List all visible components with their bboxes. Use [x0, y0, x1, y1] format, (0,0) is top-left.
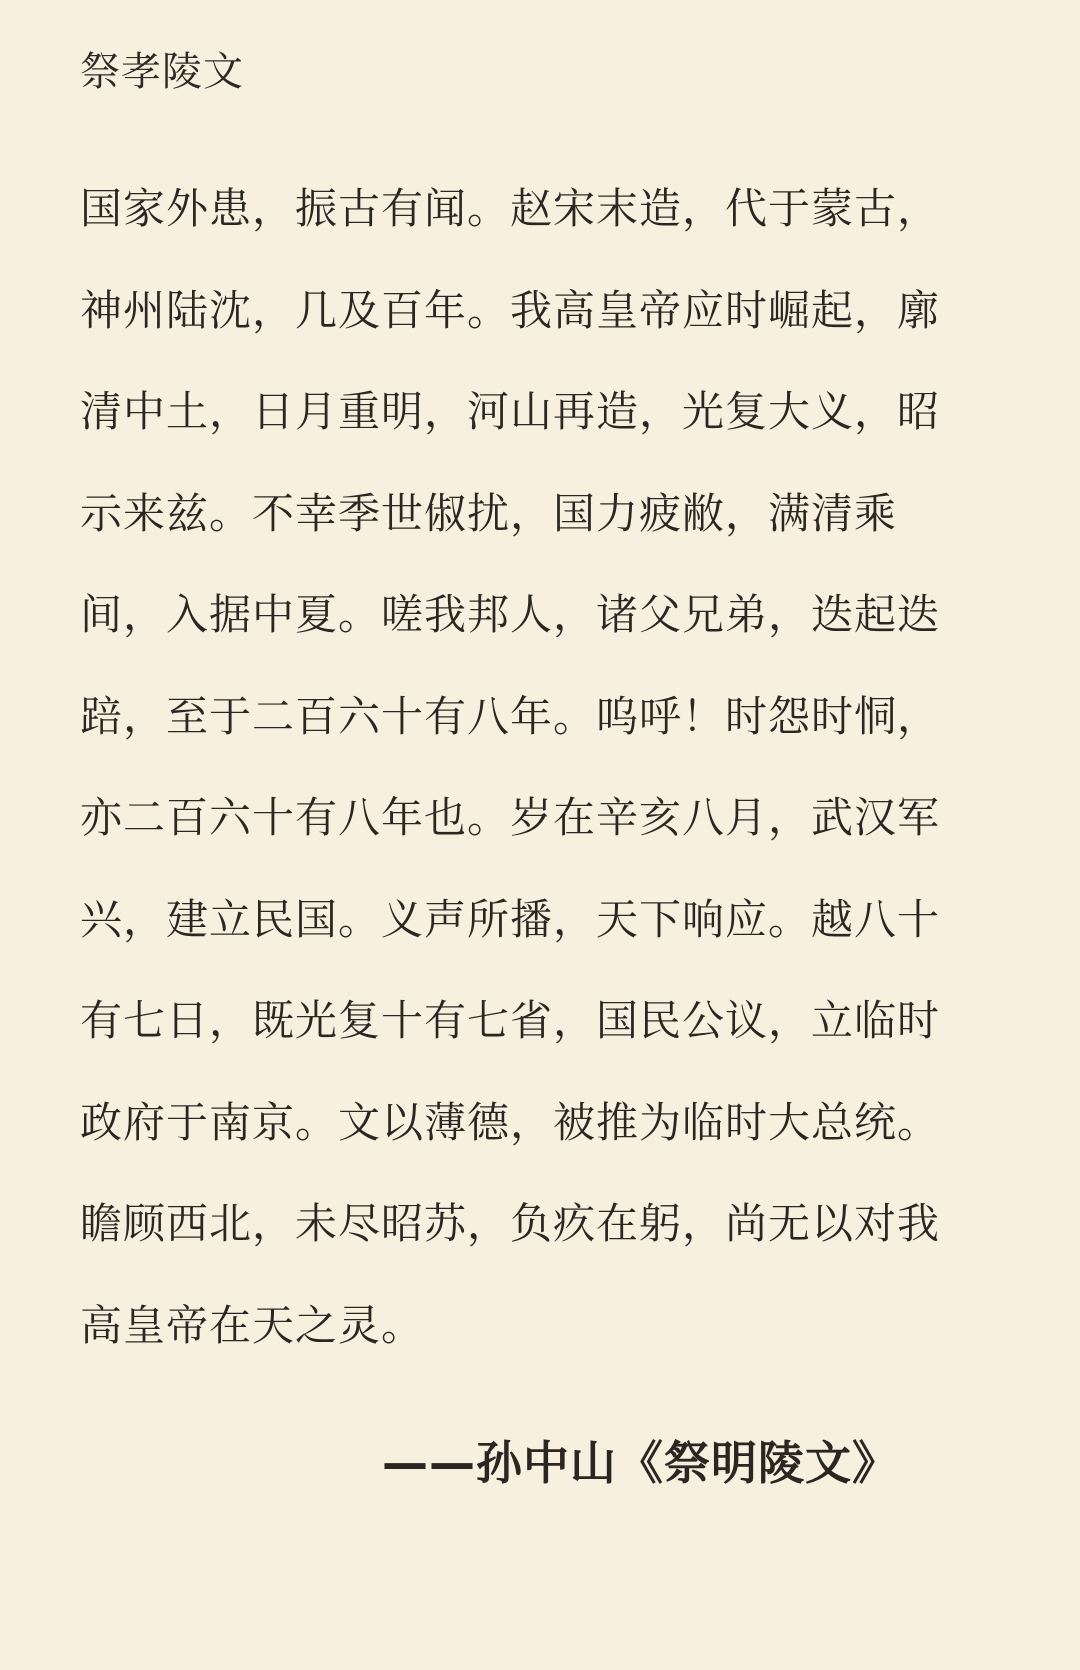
text-line: 神州陆沈，几及百年。我高皇帝应时崛起，廓: [80, 285, 941, 335]
text-line: 兴，建立民国。义声所播，天下响应。越八十: [80, 894, 941, 944]
document-title: 祭孝陵文: [80, 49, 244, 95]
text-line: 间，入据中夏。嗟我邦人，诸父兄弟，迭起迭: [80, 590, 941, 639]
text-line: 示来兹。不幸季世俶扰，国力疲敝，满清乘: [80, 488, 898, 538]
text-line: 高皇帝在天之灵。: [80, 1300, 425, 1350]
document-body: [80, 178, 1000, 1396]
text-line: 清中土，日月重明，河山再造，光复大义，昭: [80, 387, 941, 436]
text-line: 亦二百六十有八年也。岁在辛亥八月，武汉军: [80, 793, 941, 842]
text-line: 国家外患，振古有闻。赵宋末造，代于蒙古，: [80, 184, 941, 233]
text-line: 瞻顾西北，未尽昭苏，负疚在躬，尚无以对我: [80, 1199, 941, 1248]
text-line: 政府于南京。文以薄德，被推为临时大总统。: [80, 1097, 941, 1147]
signature-attribution: ——孙中山《祭明陵文》: [382, 1436, 899, 1490]
text-line: 踣，至于二百六十有八年。呜呼！时怨时恫，: [80, 691, 941, 741]
text-line: 有七日，既光复十有七省，国民公议，立临时: [80, 996, 941, 1045]
